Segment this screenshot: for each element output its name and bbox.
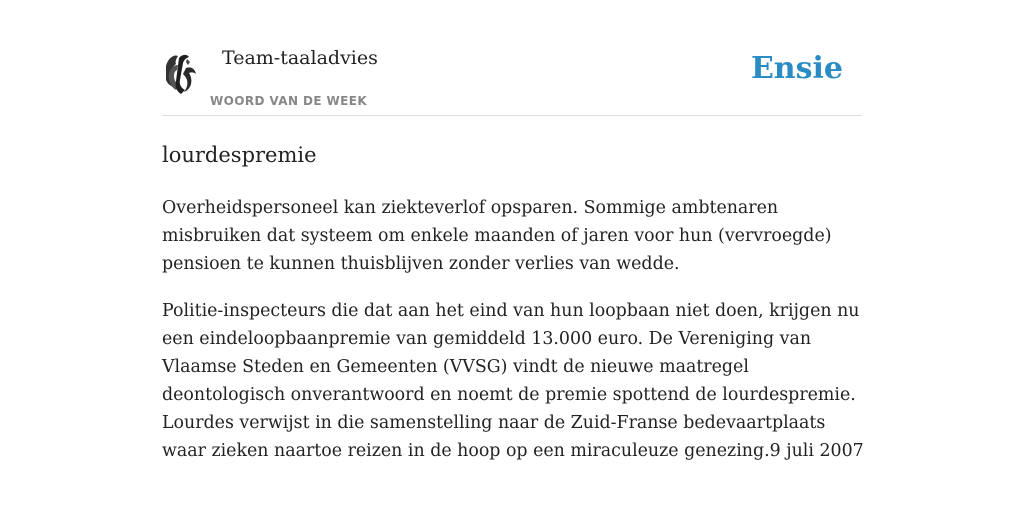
section-label: WOORD VAN DE WEEK [210, 94, 368, 108]
site-logo-link[interactable]: Ensie [750, 51, 843, 86]
card-header [162, 46, 862, 116]
flemish-lion-logo-icon [162, 50, 198, 96]
definition-paragraph: Overheidspersoneel kan ziekteverlof opsparen. Sommige ambtenaren misbruiken dat systeem om enkele maanden of jaren voor hun (vervroegde) pensioen te kunnen thuisblijven zonder verlies van wedde. [162, 198, 832, 274]
word-title: lourdespremie [162, 143, 317, 167]
definition-body [162, 194, 872, 465]
brand-name: Team-taaladvies [222, 47, 378, 69]
definition-paragraph: Politie-inspecteurs die dat aan het eind van hun loopbaan niet doen, krijgen nu een eindeloopbaanpremie van gemiddeld 13.000 euro. De Vereniging van Vlaamse Steden en Gemeenten (VVSG) vindt de nieuwe maatregel deontologisch onverantwoord en noemt de premie spottend de lourdespremie. Lourdes verwijst in die samenstelling naar de Zuid-Franse bedevaartplaats waar zieken naartoe reizen in de hoop op een miraculeuze genezing.9 juli 2007 [162, 301, 864, 461]
word-card [162, 46, 862, 484]
